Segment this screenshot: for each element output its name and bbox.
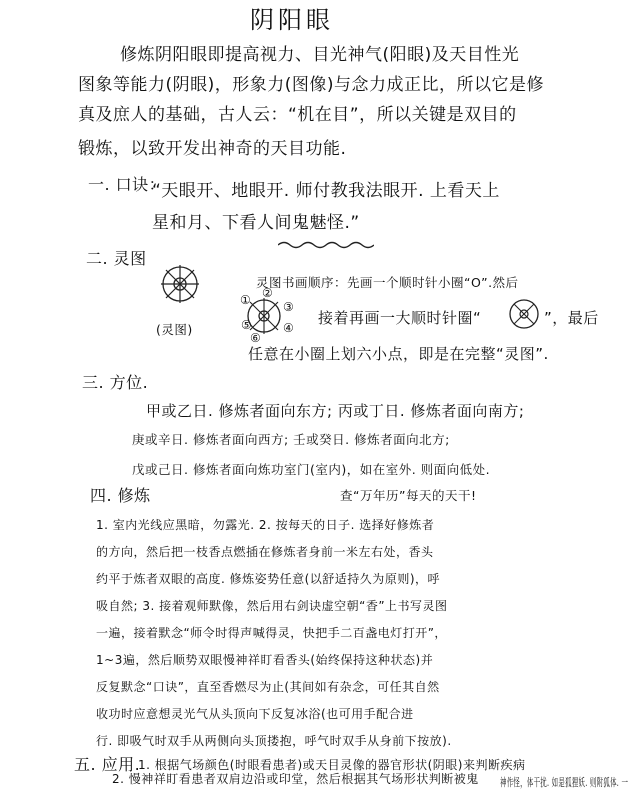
section-5-heading: 五. 应用. (74, 755, 141, 774)
section-4-line-2: 的方向，然后把一枝香点燃插在修炼者身前一米左右处，香头 (96, 545, 434, 559)
spirit-diagram-caption: (灵图) (156, 322, 193, 337)
marker-3: ③ (283, 300, 295, 314)
marker-6: ⑥ (250, 331, 262, 345)
intro-line-2: 图象等能力(阴眼)，形象力(图像)与念力成正比，所以它是修 (78, 75, 545, 95)
diagram-desc-line-3: 任意在小圈上划六小点，即是在完整“灵图”. (248, 345, 549, 363)
section-4-line-7: 反复默念“口诀”，直至香燃尽为止(其间如有杂念，可任其自然 (96, 680, 440, 694)
section-2-heading: 二. 灵图 (86, 249, 147, 268)
section-3-line-2: 庚或辛日. 修炼者面向西方; 壬或癸日. 修炼者面向北方; (132, 432, 450, 447)
section-4-line-4: 吸自然; 3. 接着观师默像，然后用右剑诀虚空朝“香”上书写灵图 (96, 599, 448, 613)
section-4-heading: 四. 修炼 (90, 486, 151, 505)
section-5-line-3: 神作怪，体干扰. 如是狐狸妖. 则附狐体. 一 (500, 776, 629, 789)
section-4-line-8: 收功时应意想灵光气从头顶向下反复冰浴(也可用手配合进 (96, 707, 414, 721)
intro-line-4: 锻炼，以致开发出神奇的天目功能. (78, 139, 347, 159)
intro-line-3: 真及庶人的基础，古人云：“机在目”，所以关键是双目的 (78, 105, 517, 125)
section-4-line-3: 约平于炼者双眼的高度. 修炼姿势任意(以舒适持久为原则)，呼 (96, 572, 440, 586)
diagram-desc-line-2a: 接着再画一大顺时针圈“ (318, 309, 482, 327)
wavy-underline (278, 240, 374, 250)
section-4-line-6: 1~3遍，然后顺势双眼慢神祥盯看香头(始终保持这种状态)并 (96, 653, 434, 667)
section-4-line-5: 一遍，接着默念“师令时得声喊得灵，快把手二百盏电灯打开”， (96, 626, 447, 640)
intro-line-1: 修炼阴阳眼即提高视力、目光神气(阳眼)及天目性光 (120, 45, 520, 65)
section-3-line-1: 甲或乙日. 修炼者面向东方; 丙或丁日. 修炼者面向南方; (146, 402, 525, 420)
page-title: 阴阳眼 (250, 6, 334, 34)
section-3-heading: 三. 方位. (82, 373, 149, 392)
section-3-line-3: 戊或己日. 修炼者面向炼功室门(室内)，如在室外. 则面向低处. (132, 462, 491, 477)
marker-4: ④ (283, 321, 295, 335)
section-1-line-2: 星和月、下看人间鬼魅怪.” (152, 213, 360, 233)
spirit-diagram-icon (158, 262, 202, 306)
diagram-desc-line-1: 灵图书画顺序：先画一个顺时针小圈“O”.然后 (256, 275, 519, 290)
section-4-note: 查“万年历”每天的天干! (340, 488, 477, 503)
section-5-line-1: 1. 根据气场颜色(时眼看患者)或天目灵像的器官形状(阴眼)来判断疾病 (138, 758, 526, 772)
marker-5: ⑤ (241, 318, 253, 332)
section-1-heading: 一. 口诀： (88, 175, 166, 194)
section-5-line-2: 2. 慢神祥盯看患者双肩边沿或印堂，然后根据其气场形状判断被鬼 (112, 772, 479, 786)
section-1-line-1: “天眼开、地眼开. 师付教我法眼开. 上看天上 (152, 181, 500, 201)
marker-2: ② (262, 286, 274, 300)
diagram-desc-line-2b: ”，最后 (544, 309, 599, 327)
big-circle-icon (506, 296, 542, 332)
section-4-line-1: 1. 室内光线应黑暗，勿露光. 2. 按每天的日子. 选择好修炼者 (96, 518, 435, 532)
section-4-line-9: 行. 即吸气时双手从两侧向头顶搂抱，呼气时双手从身前下按放). (96, 734, 452, 748)
marker-1: ① (240, 293, 252, 307)
